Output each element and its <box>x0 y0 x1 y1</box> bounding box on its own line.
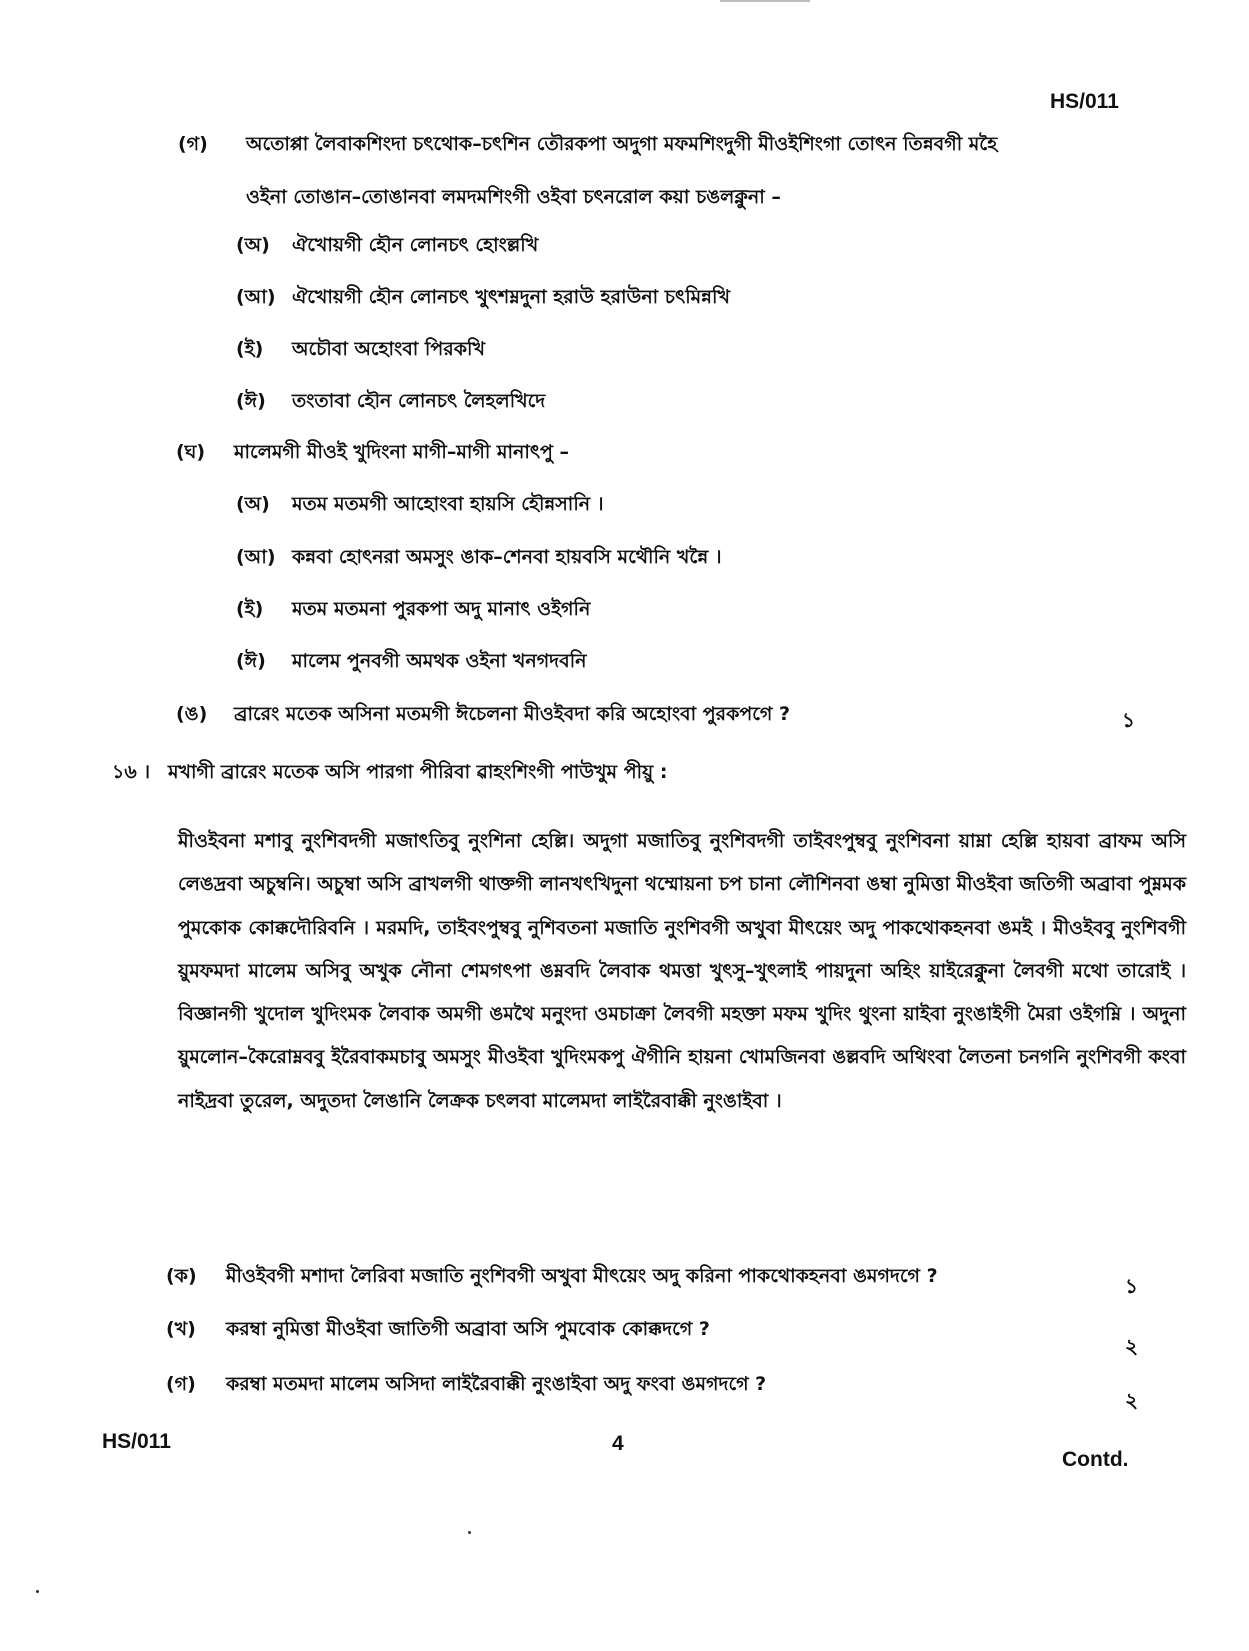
header-paper-code: HS/011 <box>1050 90 1119 113</box>
footer-page-number: 4 <box>612 1432 624 1455</box>
gha-option-text: কন্নবা হোৎনরা অমসুং ঙাক–শেনবা হায়বসি মথৌনি খন্নৈ । <box>292 546 722 568</box>
subquestion-text: মীওইবগী মশাদা লৈরিবা মজাতি নুংশিবগী অখুবা মীৎয়েং অদু করিনা পাকথোকহনবা ঙমগদগে ? <box>226 1265 938 1287</box>
scan-speck <box>468 1531 471 1534</box>
section-uma-label: (ঙ) <box>176 703 208 725</box>
subquestion-mark: ২ <box>1125 1388 1139 1412</box>
gha-option-text: মতম মতমগী আহোংবা হায়সি হৌন্নসানি । <box>292 493 604 515</box>
ga-option-text: ঐখোয়গী হৌন লোনচৎ খুৎশম্নদুনা হরাউ হরাউনা চৎমিন্নখি <box>292 286 730 308</box>
subquestion-mark: ২ <box>1125 1334 1139 1358</box>
scan-speck <box>36 1590 39 1593</box>
ga-option-label: (আ) <box>236 286 276 308</box>
subquestion-text: করম্বা মতমদা মালেম অসিদা লাইরৈবাক্কী নুংঙাইবা অদু ফংবা ঙমগদগে ? <box>226 1373 767 1395</box>
footer-paper-code: HS/011 <box>102 1430 171 1453</box>
gha-option-text: মতম মতমনা পুরকপা অদু মানাৎ ওইগনি <box>292 598 591 620</box>
ga-option-label: (ই) <box>236 338 264 360</box>
footer-contd: Contd. <box>1062 1448 1129 1471</box>
subquestion-mark: ১ <box>1125 1274 1138 1298</box>
ga-option-text: ঐখোয়গী হৌন লোনচৎ হোংল্লখি <box>292 234 539 256</box>
gha-option-label: (ঈ) <box>236 650 266 672</box>
ga-option-label: (অ) <box>236 234 270 256</box>
subquestion-label: (ক) <box>166 1265 197 1287</box>
section-uma-text: ব্রারেং মতেক অসিনা মতমগী ঈচেলনা মীওইবদা করি অহোংবা পুরকপগে ? <box>234 703 790 725</box>
gha-option-label: (আ) <box>236 546 276 568</box>
ga-option-text: তংতাবা হৌন লোনচৎ লৈহলখিদে <box>292 390 546 412</box>
section-ga-label: (গ) <box>178 133 208 155</box>
section-gha-text: মালেমগী মীওই খুদিংনা মাগী–মাগী মানাৎপু – <box>234 441 569 463</box>
section-ga-line1: অতোপ্পা লৈবাকশিংদা চৎথোক–চৎশিন তৌরকপা অদুগা মফমশিংদুগী মীওইশিংগা তোৎন তিন্নবগী মহৈ <box>246 133 998 155</box>
section-gha-label: (ঘ) <box>176 441 206 463</box>
question-16-title: মখাগী ব্রারেং মতেক অসি পারগা পীরিবা ৱাহংশিংগী পাউখুম পীয়ু : <box>168 761 668 783</box>
question-16-passage: মীওইবনা মশাবু নুংশিবদগী মজাৎতিবু নুংশিনা হেল্লি। অদুগা মজাতিবু নুংশিবদগী তাইবংপুম্ববু নুংশিবনা য়াম্না হেল্লি হায়বা ব্রাফম অসি লেঙদ্রবা অচুম্বনি। অচুম্বা অসি ব্রাখলগী থাক্তগী লানখৎখিদুনা থম্মোয়না চপ চানা লৌশিনবা ঙম্বা নুমিত্তা মীওইবা জতিগী অব্রাবা পুম্নমক পুমকোক কোক্কদৌরিবনি । মরমদি, তাইবংপুম্ববু নুশিবতনা মজাতি নুংশিবগী অখুবা মীৎয়েং অদু পাকথোকহনবা ঙমই । মীওইববু নুংশিবগী য়ুমফমদা মালেম অসিবু অখুক নৌনা শেমগৎপা ঙম্নবদি লৈবাক থমত্তা খুৎসু–খুৎলাই পায়দুনা অহিং য়াইরেক্নুনা লৈবগী মথো তারোই । বিজ্ঞানগী খুদোল খুদিংমক লৈবাক অমগী ঙমথৈ মনুংদা ওমচাক্রা লৈবগী মহক্তা মফম খুদিং থুংনা য়াইবা নুংঙাইগী মৈরা ওইগম্নি । অদুনা য়ুমলোন–কৈরোম্নববু ইরৈবাকমচাবু অমসুং মীওইবা খুদিংমকপু ঐগীনি হায়না খোমজিনবা ঙল্লবদি অথিংবা লৈতনা চনগনি নুংশিবগী কংবা নাইদ্রবা তুরেল, অদুতদা লৈঙানি লৈক্রক চৎলবা মালেমদা লাইরৈবাক্কী নুংঙাইবা । <box>178 830 1186 1112</box>
gha-option-label: (অ) <box>236 493 270 515</box>
subquestion-label: (খ) <box>166 1318 196 1340</box>
gha-option-label: (ই) <box>236 598 264 620</box>
subquestion-text: করম্বা নুমিত্তা মীওইবা জাতিগী অব্রাবা অসি পুমবোক কোক্কদগে ? <box>226 1318 710 1340</box>
gha-option-text: মালেম পুনবগী অমথক ওইনা খনগদবনি <box>292 650 587 672</box>
ga-option-text: অচৌবা অহোংবা পিরকখি <box>292 338 485 360</box>
section-uma-mark: ১ <box>1122 708 1135 732</box>
subquestion-label: (গ) <box>166 1373 196 1395</box>
ga-option-label: (ঈ) <box>236 390 266 412</box>
scan-edge-line <box>720 0 810 2</box>
question-16-number: ১৬ । <box>112 761 151 783</box>
section-ga-line2: ওইনা তোঙান–তোঙানবা লমদমশিংগী ওইবা চৎনরোল কয়া চঙলক্নুনা – <box>246 186 781 208</box>
